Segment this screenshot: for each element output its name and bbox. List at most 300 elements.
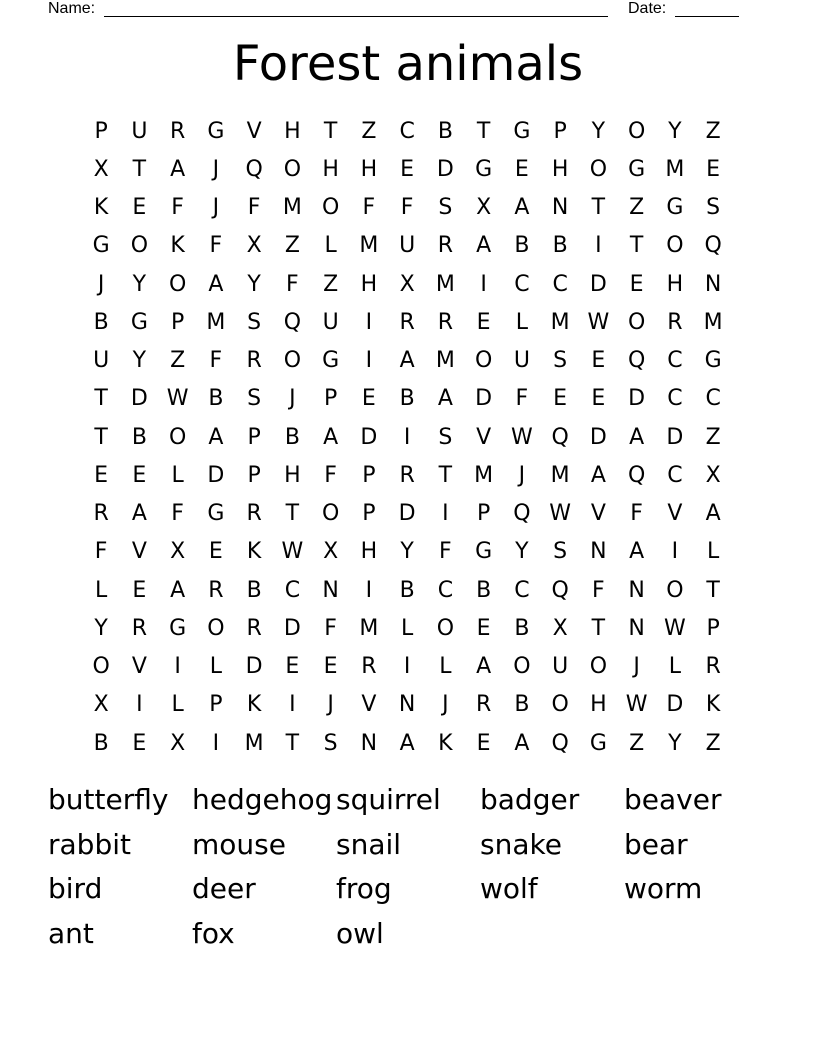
grid-letter[interactable]: O — [589, 654, 608, 680]
grid-letter[interactable]: B — [399, 577, 415, 603]
grid-letter[interactable]: O — [130, 233, 149, 259]
grid-letter[interactable]: Q — [551, 424, 569, 450]
grid-letter[interactable]: D — [589, 424, 607, 450]
grid-letter[interactable]: A — [514, 730, 530, 756]
grid-letter[interactable]: F — [362, 195, 376, 221]
grid-letter[interactable]: Y — [247, 271, 261, 297]
grid-letter[interactable]: H — [666, 271, 684, 297]
grid-letter[interactable]: O — [627, 309, 646, 335]
grid-letter[interactable]: Z — [629, 195, 645, 221]
grid-letter[interactable]: O — [666, 233, 684, 259]
grid-letter[interactable]: A — [476, 233, 492, 259]
grid-letter[interactable]: Z — [284, 233, 300, 259]
grid-letter[interactable]: S — [323, 730, 338, 756]
grid-letter[interactable]: Z — [170, 348, 186, 374]
grid-letter[interactable]: N — [628, 577, 645, 603]
grid-letter[interactable]: Q — [704, 233, 722, 259]
grid-letter[interactable]: B — [552, 233, 568, 259]
word-list-item: mouse — [192, 827, 286, 861]
grid-letter[interactable]: A — [705, 501, 721, 527]
grid-letter[interactable]: F — [592, 577, 605, 603]
grid-letter[interactable]: L — [171, 462, 184, 488]
grid-letter[interactable]: X — [552, 615, 568, 641]
grid-letter[interactable]: O — [551, 692, 569, 718]
grid-letter[interactable]: X — [399, 271, 415, 297]
grid-letter[interactable]: C — [514, 577, 530, 603]
grid-letter[interactable]: H — [284, 462, 301, 488]
grid-letter[interactable]: D — [666, 424, 684, 450]
grid-letter[interactable]: W — [510, 424, 533, 450]
grid-letter[interactable]: W — [663, 615, 686, 641]
grid-letter[interactable]: H — [360, 156, 378, 182]
grid-letter[interactable]: F — [324, 615, 337, 641]
grid-letter[interactable]: I — [365, 309, 373, 335]
grid-letter[interactable]: B — [399, 386, 415, 412]
grid-letter[interactable]: S — [553, 348, 568, 374]
grid-letter[interactable]: C — [437, 577, 454, 603]
grid-letter[interactable]: P — [362, 501, 376, 527]
grid-letter[interactable]: B — [514, 615, 530, 641]
grid-letter[interactable]: S — [247, 386, 262, 412]
grid-letter[interactable]: O — [436, 615, 455, 641]
grid-letter[interactable]: U — [131, 118, 148, 144]
grid-letter[interactable]: X — [93, 156, 109, 182]
grid-letter[interactable]: U — [322, 309, 339, 335]
grid-letter[interactable]: T — [629, 233, 644, 259]
grid-letter[interactable]: Q — [283, 309, 302, 335]
grid-letter[interactable]: K — [438, 730, 453, 756]
grid-letter[interactable]: H — [360, 271, 378, 297]
grid-letter[interactable]: F — [247, 195, 261, 221]
grid-letter[interactable]: Y — [94, 615, 108, 641]
grid-letter[interactable]: O — [168, 271, 187, 297]
grid-letter[interactable]: M — [435, 348, 455, 374]
grid-letter[interactable]: S — [553, 539, 568, 565]
grid-letter[interactable]: O — [666, 577, 684, 603]
grid-letter[interactable]: D — [628, 386, 646, 412]
grid-letter[interactable]: D — [207, 462, 225, 488]
grid-letter[interactable]: R — [399, 462, 415, 488]
grid-letter[interactable]: C — [514, 271, 530, 297]
grid-letter[interactable]: M — [703, 309, 723, 335]
grid-letter[interactable]: Z — [629, 730, 645, 756]
grid-letter[interactable]: P — [94, 118, 108, 144]
grid-letter[interactable]: F — [630, 501, 643, 527]
grid-letter[interactable]: I — [595, 233, 602, 259]
grid-letter[interactable]: F — [515, 386, 529, 412]
grid-letter[interactable]: D — [245, 654, 263, 680]
grid-letter[interactable]: V — [667, 501, 683, 527]
grid-letter[interactable]: E — [706, 156, 721, 182]
grid-letter[interactable]: J — [633, 654, 640, 680]
grid-letter[interactable]: O — [589, 156, 608, 182]
grid-letter[interactable]: E — [591, 348, 606, 374]
grid-letter[interactable]: O — [627, 118, 646, 144]
grid-letter[interactable]: O — [474, 348, 493, 374]
grid-letter[interactable]: B — [476, 577, 492, 603]
grid-letter[interactable]: Q — [513, 501, 531, 527]
grid-letter[interactable]: B — [284, 424, 300, 450]
grid-letter[interactable]: W — [549, 501, 571, 527]
grid-letter[interactable]: R — [131, 615, 148, 641]
grid-letter[interactable]: T — [323, 118, 338, 144]
grid-letter[interactable]: A — [514, 195, 530, 221]
grid-letter[interactable]: Z — [705, 424, 721, 450]
grid-letter[interactable]: I — [212, 730, 220, 756]
word-list-item: squirrel — [336, 783, 441, 816]
grid-letter[interactable]: A — [399, 730, 415, 756]
grid-letter[interactable]: G — [589, 730, 607, 756]
grid-letter[interactable]: D — [283, 615, 301, 641]
grid-letter[interactable]: R — [705, 654, 721, 680]
grid-letter[interactable]: Q — [627, 462, 646, 488]
grid-letter[interactable]: F — [324, 462, 337, 488]
grid-letter[interactable]: M — [282, 195, 302, 221]
grid-letter[interactable]: F — [286, 271, 299, 297]
grid-letter[interactable]: V — [131, 654, 147, 680]
grid-letter[interactable]: T — [591, 615, 606, 641]
grid-letter[interactable]: H — [551, 156, 569, 182]
grid-letter[interactable]: T — [706, 577, 720, 603]
grid-letter[interactable]: U — [552, 654, 569, 680]
grid-letter[interactable]: R — [169, 118, 186, 144]
grid-letter[interactable]: L — [400, 615, 414, 641]
name-field-line[interactable] — [104, 16, 608, 17]
grid-letter[interactable]: O — [513, 654, 531, 680]
grid-letter[interactable]: W — [625, 692, 648, 718]
grid-letter[interactable]: E — [476, 730, 491, 756]
grid-letter[interactable]: N — [398, 692, 416, 718]
grid-letter[interactable]: Y — [668, 118, 682, 144]
grid-letter[interactable]: Z — [705, 730, 721, 756]
grid-letter[interactable]: E — [361, 386, 376, 412]
grid-letter[interactable]: E — [132, 462, 147, 488]
grid-letter[interactable]: L — [439, 654, 452, 680]
grid-letter[interactable]: Y — [668, 730, 682, 756]
grid-letter[interactable]: A — [208, 424, 224, 450]
grid-letter[interactable]: U — [93, 348, 110, 374]
grid-letter[interactable]: B — [93, 309, 109, 335]
grid-letter[interactable]: A — [437, 386, 453, 412]
grid-letter[interactable]: D — [436, 156, 454, 182]
grid-letter[interactable]: X — [246, 233, 262, 259]
grid-letter[interactable]: M — [550, 309, 570, 335]
grid-letter[interactable]: K — [246, 692, 262, 718]
grid-letter[interactable]: T — [285, 730, 300, 756]
grid-letter[interactable]: H — [590, 692, 607, 718]
grid-letter[interactable]: T — [591, 195, 606, 221]
grid-letter[interactable]: M — [244, 730, 264, 756]
grid-letter[interactable]: K — [705, 692, 721, 718]
grid-letter[interactable]: L — [706, 539, 720, 565]
grid-letter[interactable]: F — [209, 348, 223, 374]
grid-letter[interactable]: R — [475, 692, 492, 718]
grid-letter[interactable]: G — [475, 539, 493, 565]
grid-letter[interactable]: L — [94, 577, 108, 603]
grid-letter[interactable]: A — [629, 424, 645, 450]
grid-letter[interactable]: H — [360, 539, 378, 565]
grid-letter[interactable]: G — [92, 233, 110, 259]
grid-letter[interactable]: R — [437, 309, 454, 335]
grid-letter[interactable]: P — [706, 615, 720, 641]
grid-letter[interactable]: N — [322, 577, 339, 603]
grid-letter[interactable]: Q — [551, 577, 569, 603]
grid-letter[interactable]: I — [365, 348, 373, 374]
grid-letter[interactable]: R — [208, 577, 224, 603]
grid-letter[interactable]: P — [209, 692, 223, 718]
grid-letter[interactable]: R — [246, 501, 262, 527]
grid-letter[interactable]: L — [209, 654, 222, 680]
grid-letter[interactable]: F — [171, 501, 184, 527]
grid-letter[interactable]: E — [629, 271, 644, 297]
grid-letter[interactable]: M — [359, 233, 379, 259]
grid-letter[interactable]: G — [628, 156, 646, 182]
word-list — [48, 778, 768, 957]
grid-letter[interactable]: A — [131, 501, 147, 527]
grid-letter[interactable]: P — [362, 462, 376, 488]
grid-letter[interactable]: E — [132, 730, 147, 756]
grid-letter[interactable]: L — [668, 654, 681, 680]
word-list-item: badger — [480, 783, 580, 816]
grid-letter[interactable]: Q — [245, 156, 263, 182]
grid-letter[interactable]: B — [93, 730, 109, 756]
grid-letter[interactable]: Y — [132, 271, 147, 297]
grid-letter[interactable]: M — [474, 462, 494, 488]
grid-letter[interactable]: D — [589, 271, 607, 297]
word-list-item: deer — [192, 872, 256, 906]
grid-letter[interactable]: M — [550, 462, 570, 488]
grid-letter[interactable]: M — [665, 156, 685, 182]
grid-letter[interactable]: R — [437, 233, 454, 259]
grid-letter[interactable]: I — [365, 577, 373, 603]
grid-letter[interactable]: X — [170, 539, 186, 565]
grid-letter[interactable]: L — [171, 692, 184, 718]
grid-letter[interactable]: M — [359, 615, 379, 641]
grid-letter[interactable]: V — [131, 539, 147, 565]
grid-letter[interactable]: P — [476, 501, 491, 527]
grid-letter[interactable]: M — [206, 309, 226, 335]
grid-letter[interactable]: E — [132, 577, 147, 603]
grid-letter[interactable]: H — [284, 118, 301, 144]
grid-letter[interactable]: O — [321, 195, 340, 221]
grid-letter[interactable]: C — [552, 271, 568, 297]
grid-letter[interactable]: G — [513, 118, 531, 144]
grid-letter[interactable]: E — [323, 654, 338, 680]
grid-letter[interactable]: B — [246, 577, 262, 603]
grid-letter[interactable]: J — [327, 692, 334, 718]
grid-letter[interactable]: R — [667, 309, 683, 335]
grid-letter[interactable]: U — [513, 348, 530, 374]
grid-letter[interactable]: N — [360, 730, 378, 756]
grid-letter[interactable]: D — [475, 386, 493, 412]
grid-letter[interactable]: I — [671, 539, 679, 565]
grid-letter[interactable]: A — [170, 156, 186, 182]
grid-letter[interactable]: E — [476, 615, 491, 641]
grid-letter[interactable]: H — [322, 156, 339, 182]
grid-letter[interactable]: E — [476, 309, 491, 335]
grid-letter[interactable]: S — [247, 309, 262, 335]
grid-letter[interactable]: B — [131, 424, 147, 450]
grid-letter[interactable]: R — [246, 348, 262, 374]
grid-letter[interactable]: N — [628, 615, 645, 641]
page-title: Forest animals — [232, 36, 584, 92]
grid-letter[interactable]: G — [475, 156, 493, 182]
grid-letter[interactable]: W — [166, 386, 189, 412]
grid-letter[interactable]: F — [171, 195, 184, 221]
grid-letter[interactable]: P — [323, 386, 338, 412]
grid-letter[interactable]: X — [476, 195, 492, 221]
grid-letter[interactable]: T — [438, 462, 453, 488]
grid-letter[interactable]: D — [360, 424, 378, 450]
word-list-item: butterfly — [48, 783, 169, 816]
word-list-item: rabbit — [48, 827, 131, 861]
grid-letter[interactable]: O — [283, 348, 302, 374]
grid-letter[interactable]: S — [438, 424, 453, 450]
grid-letter[interactable]: J — [212, 195, 220, 221]
grid-letter[interactable]: J — [442, 692, 449, 718]
grid-letter[interactable]: E — [400, 156, 415, 182]
grid-letter[interactable]: A — [590, 462, 606, 488]
grid-letter[interactable]: L — [515, 309, 528, 335]
grid-letter[interactable]: S — [438, 195, 453, 221]
grid-letter[interactable]: A — [323, 424, 339, 450]
grid-letter[interactable]: J — [518, 462, 526, 488]
grid-letter[interactable]: O — [283, 156, 302, 182]
grid-letter[interactable]: E — [591, 386, 606, 412]
grid-letter[interactable]: Z — [323, 271, 339, 297]
grid-letter[interactable]: K — [93, 195, 109, 221]
grid-letter[interactable]: G — [666, 195, 684, 221]
grid-letter[interactable]: R — [399, 309, 415, 335]
grid-letter[interactable]: Z — [705, 118, 721, 144]
grid-letter[interactable]: F — [400, 195, 414, 221]
grid-letter[interactable]: X — [93, 692, 109, 718]
grid-letter[interactable]: W — [587, 309, 610, 335]
grid-letter[interactable]: T — [476, 118, 491, 144]
grid-letter[interactable]: Q — [551, 730, 569, 756]
grid-letter[interactable]: T — [94, 386, 108, 412]
grid-letter[interactable]: Y — [400, 539, 414, 565]
grid-letter[interactable]: J — [289, 386, 296, 412]
grid-letter[interactable]: G — [207, 118, 225, 144]
grid-letter[interactable]: N — [590, 539, 607, 565]
grid-letter[interactable]: U — [399, 233, 416, 259]
grid-letter[interactable]: E — [132, 195, 147, 221]
grid-letter[interactable]: T — [285, 501, 300, 527]
grid-letter[interactable]: W — [281, 539, 304, 565]
grid-letter[interactable]: Y — [132, 348, 147, 374]
grid-letter[interactable]: X — [170, 730, 186, 756]
grid-letter[interactable]: C — [705, 386, 721, 412]
grid-letter[interactable]: F — [209, 233, 223, 259]
grid-letter[interactable]: E — [553, 386, 568, 412]
grid-letter[interactable]: O — [92, 654, 110, 680]
grid-letter[interactable]: R — [246, 615, 262, 641]
grid-letter[interactable]: O — [168, 424, 187, 450]
grid-letter[interactable]: B — [208, 386, 224, 412]
grid-letter[interactable]: M — [435, 271, 455, 297]
grid-letter[interactable]: E — [94, 462, 109, 488]
grid-letter[interactable]: D — [130, 386, 148, 412]
grid-letter[interactable]: B — [437, 118, 453, 144]
grid-letter[interactable]: N — [704, 271, 722, 297]
grid-letter[interactable]: G — [130, 309, 148, 335]
grid-letter[interactable]: P — [247, 424, 261, 450]
grid-letter[interactable]: I — [174, 654, 181, 680]
date-field-line[interactable] — [675, 16, 739, 17]
grid-letter[interactable]: B — [514, 233, 530, 259]
grid-letter[interactable]: P — [553, 118, 567, 144]
grid-letter[interactable]: A — [208, 271, 224, 297]
grid-letter[interactable]: D — [666, 692, 684, 718]
grid-letter[interactable]: Y — [515, 539, 529, 565]
grid-letter[interactable]: Y — [591, 118, 606, 144]
grid-letter[interactable]: X — [323, 539, 339, 565]
grid-letter[interactable]: C — [667, 462, 683, 488]
grid-letter[interactable]: C — [667, 386, 683, 412]
grid-letter[interactable]: R — [93, 501, 109, 527]
grid-letter[interactable]: O — [207, 615, 225, 641]
grid-letter[interactable]: A — [399, 348, 415, 374]
grid-letter[interactable]: D — [398, 501, 416, 527]
grid-letter[interactable]: P — [247, 462, 261, 488]
grid-letter[interactable]: G — [207, 501, 225, 527]
grid-letter[interactable]: K — [246, 539, 262, 565]
grid-letter[interactable]: Q — [627, 348, 646, 374]
grid-letter[interactable]: Z — [361, 118, 377, 144]
grid-letter[interactable]: R — [361, 654, 377, 680]
grid-letter[interactable]: N — [551, 195, 569, 221]
grid-letter[interactable]: J — [212, 156, 220, 182]
grid-letter[interactable]: B — [514, 692, 530, 718]
grid-letter[interactable]: J — [97, 271, 105, 297]
grid-letter[interactable]: C — [399, 118, 415, 144]
grid-letter[interactable]: L — [324, 233, 337, 259]
grid-letter[interactable]: I — [403, 654, 411, 680]
grid-letter[interactable]: A — [476, 654, 492, 680]
grid-letter[interactable]: C — [667, 348, 683, 374]
grid-letter[interactable]: I — [136, 692, 143, 718]
grid-letter[interactable]: V — [246, 118, 262, 144]
grid-letter[interactable]: P — [170, 309, 185, 335]
grid-letter[interactable]: S — [706, 195, 721, 221]
grid-letter[interactable]: E — [514, 156, 529, 182]
grid-letter[interactable]: G — [704, 348, 722, 374]
grid-letter[interactable]: O — [321, 501, 340, 527]
word-list-item: worm — [624, 872, 703, 906]
grid-letter[interactable]: F — [94, 539, 108, 565]
grid-letter[interactable]: I — [403, 424, 411, 450]
grid-letter[interactable]: V — [590, 501, 606, 527]
grid-letter[interactable]: C — [284, 577, 301, 603]
grid-letter[interactable]: T — [132, 156, 147, 182]
grid-letter[interactable]: A — [170, 577, 186, 603]
grid-letter[interactable]: I — [289, 692, 296, 718]
grid-letter[interactable]: G — [322, 348, 340, 374]
grid-letter[interactable]: I — [480, 271, 487, 297]
grid-letter[interactable]: G — [169, 615, 187, 641]
grid-letter[interactable]: V — [361, 692, 377, 718]
grid-letter[interactable]: T — [94, 424, 108, 450]
grid-letter[interactable]: K — [170, 233, 185, 259]
grid-letter[interactable]: X — [705, 462, 721, 488]
grid-letter[interactable]: E — [208, 539, 223, 565]
grid-letter[interactable]: A — [629, 539, 645, 565]
grid-letter[interactable]: I — [442, 501, 449, 527]
grid-letter[interactable]: V — [476, 424, 492, 450]
grid-letter[interactable]: E — [285, 654, 300, 680]
grid-letter[interactable]: F — [439, 539, 452, 565]
